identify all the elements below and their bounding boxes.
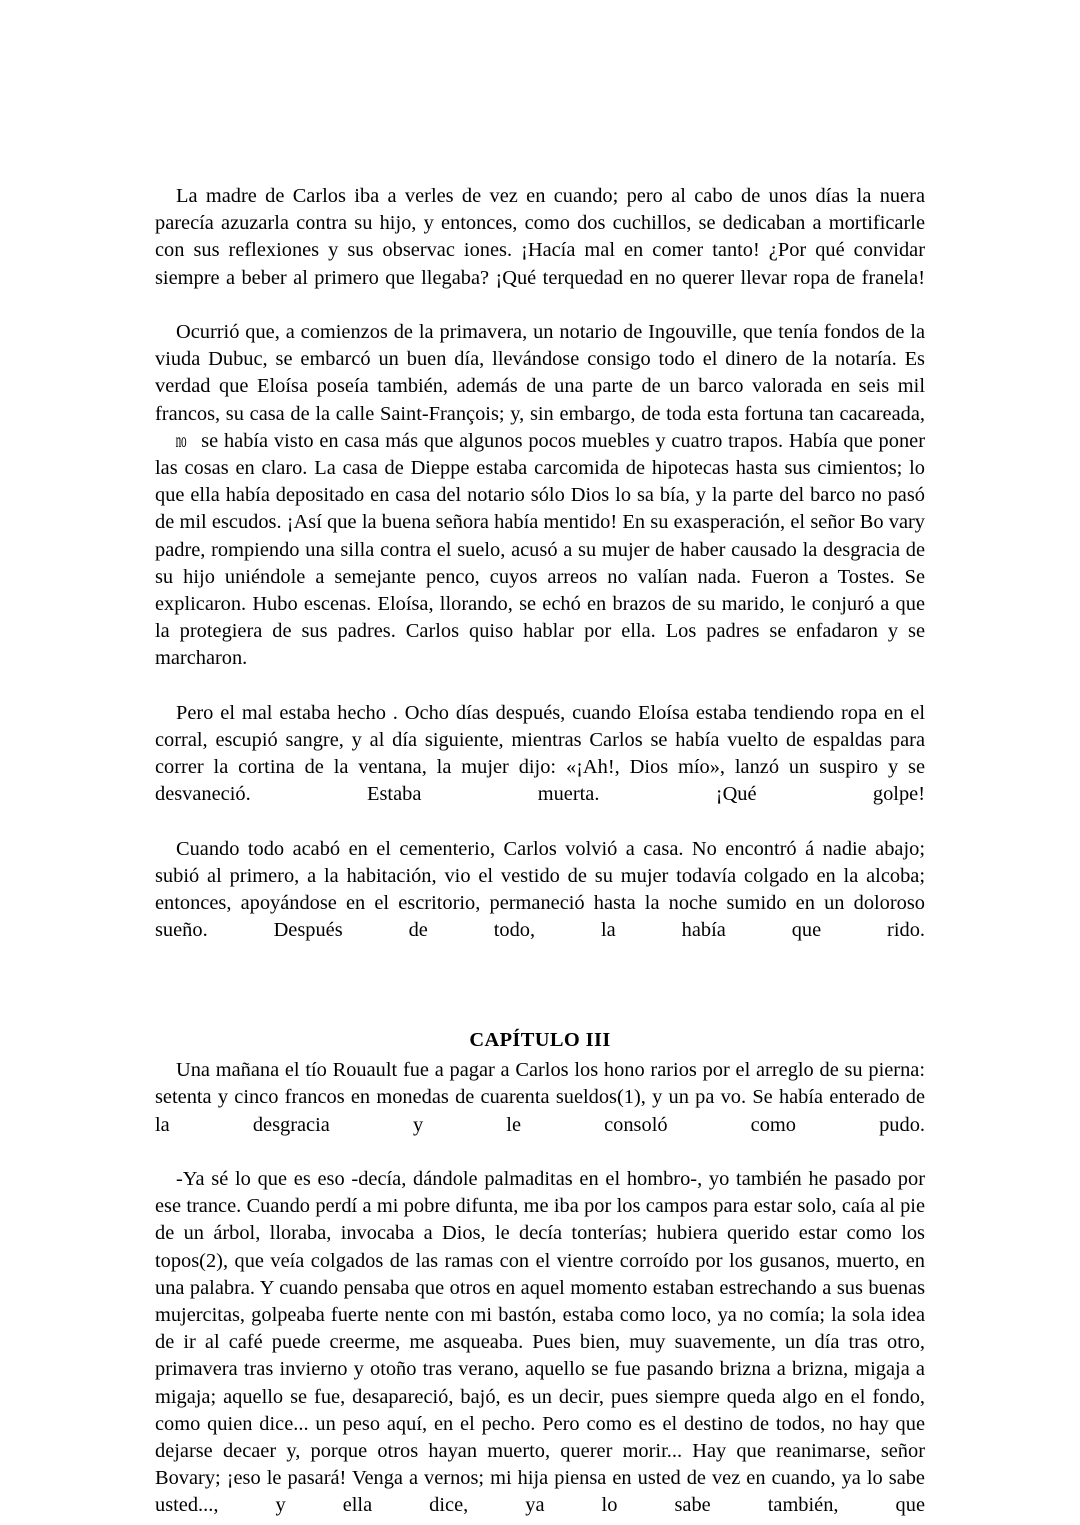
paragraph-rouault-honorarios: Una mañana el tío Rouault fue a pagar a Carlos los hono rarios por el arreglo de su pierna: setenta y cinco francos en monedas de cuarenta sueldos(1), y un pa vo. Se había enterado de la desgracia y le consoló como pudo.: [155, 1059, 925, 1136]
paragraph-ocurrio-notario: [155, 319, 925, 700]
paragraph-cementerio: Cuando todo acabó en el cementerio, Carlos volvió a casa. No encontró á nadie abajo; subió al primero, a la habitación, vio el vestido de su mujer todavía colgado en la alcoba; entonces, apoyándose en el escritorio, permaneció hasta la noche sumido en un doloroso sueño. Después de todo, la había que rido.: [155, 837, 925, 942]
paragraph-segment-text: se había visto en casa más que algunos pocos muebles y cuatro trapos. Había que poner las cosas en claro. La casa de Dieppe estaba carcomida de hipotecas hasta sus cimientos; lo que ella había depositado en casa del notario sólo Dios lo sa bía, y la parte del barco no pasó de mil escudos. ¡Así que la buena señora había mentido! En su exasperación, el señor Bo vary padre, rompiendo una silla contra el suelo, acusó a su mujer de haber causado la desgracia de su hijo uniéndole a semejante penco, cuyos arreos no valían nada. Fueron a Tostes. Se explicaron. Hubo escenas. Eloísa, llorando, se echó en brazos de su marido, le conjuró a que la protegiera de sus padres. Carlos quiso hablar por ella. Los padres se enfadaron y se marcharon.: [155, 429, 925, 670]
chapter-heading: CAPÍTULO III: [469, 1028, 611, 1051]
condensed-word-no: no: [175, 429, 187, 452]
paragraph-mal-estaba-hecho: Pero el mal estaba hecho . Ocho días después, cuando Eloísa estaba tendiendo ropa en el corral, escupió sangre, y al día siguiente, mientras Carlos se había vuelto de espaldas para correr la cortina de la ventana, la mujer dijo: «¡Ah!, Dios mío», lanzó un suspiro y se desvaneció. Estaba muerta. ¡Qué golpe!: [155, 701, 925, 806]
paragraph-madre-de-carlos: La madre de Carlos iba a verles de vez en cuando; pero al cabo de unos días la nuera parecía azuzarla contra su hijo, y entonces, como dos cuchillos, se dedicaban a mortificarle con sus reflexiones y sus observac iones. ¡Hacía mal en comer tanto! ¿Por qué convidar siempre a beber al primero que llegaba? ¡Qué terquedad en no querer llevar ropa de franela!: [155, 185, 925, 289]
paragraph-segment-text: Ocurrió que, a comienzos de la primavera, un notario de Ingouville, que tenía fondos de la viuda Dubuc, se embarcó un buen día, llevándose consigo todo el dinero de la notaría. Es verdad que Eloísa poseía también, además de una parte de un barco valorada en seis mil francos, su casa de la calle Saint-François; y, sin embargo, de toda esta fortuna tan cacareada,: [155, 321, 925, 425]
paragraph-ya-se-lo-que-es-eso: -Ya sé lo que es eso -decía, dándole palmaditas en el hombro-, yo también he pasado por ese trance. Cuando perdí a mi pobre difunta, me iba por los campos para estar solo, caía al pie de un árbol, lloraba, invocaba a Dios, le decía tonterías; hubiera querido estar como los topos(2), que veía colgados de las ramas con el vientre corroído por los gusanos, muerto, en una palabra. Y cuando pensaba que otros en aquel momento estaban estrechando a sus buenas mujercitas, golpeaba fuerte nente con mi bastón, estaba como loco, ya no comía; la sola idea de ir al café puede creerme, me asqueaba. Pues bien, muy suavemente, un día tras otro, primavera tras invierno y otoño tras verano, aquello se fue pasando brizna a brizna, migaja a migaja; aquello se fue, desapareció, bajó, es un decir, pues siempre queda algo en el fondo, como quien dice... un peso aquí, en el pecho. Pero como es el destino de todos, no hay que dejarse decaer y, porque otros hayan muerto, querer morir... Hay que reanimarse, señor Bovary; ¡eso le pasará! Venga a vernos; mi hija piensa en usted de vez en cuando, ya lo sabe usted..., y ella dice, ya lo sabe también, que: [155, 1167, 925, 1517]
text-column: [155, 183, 925, 1525]
chapter-spacer: [155, 972, 925, 1027]
